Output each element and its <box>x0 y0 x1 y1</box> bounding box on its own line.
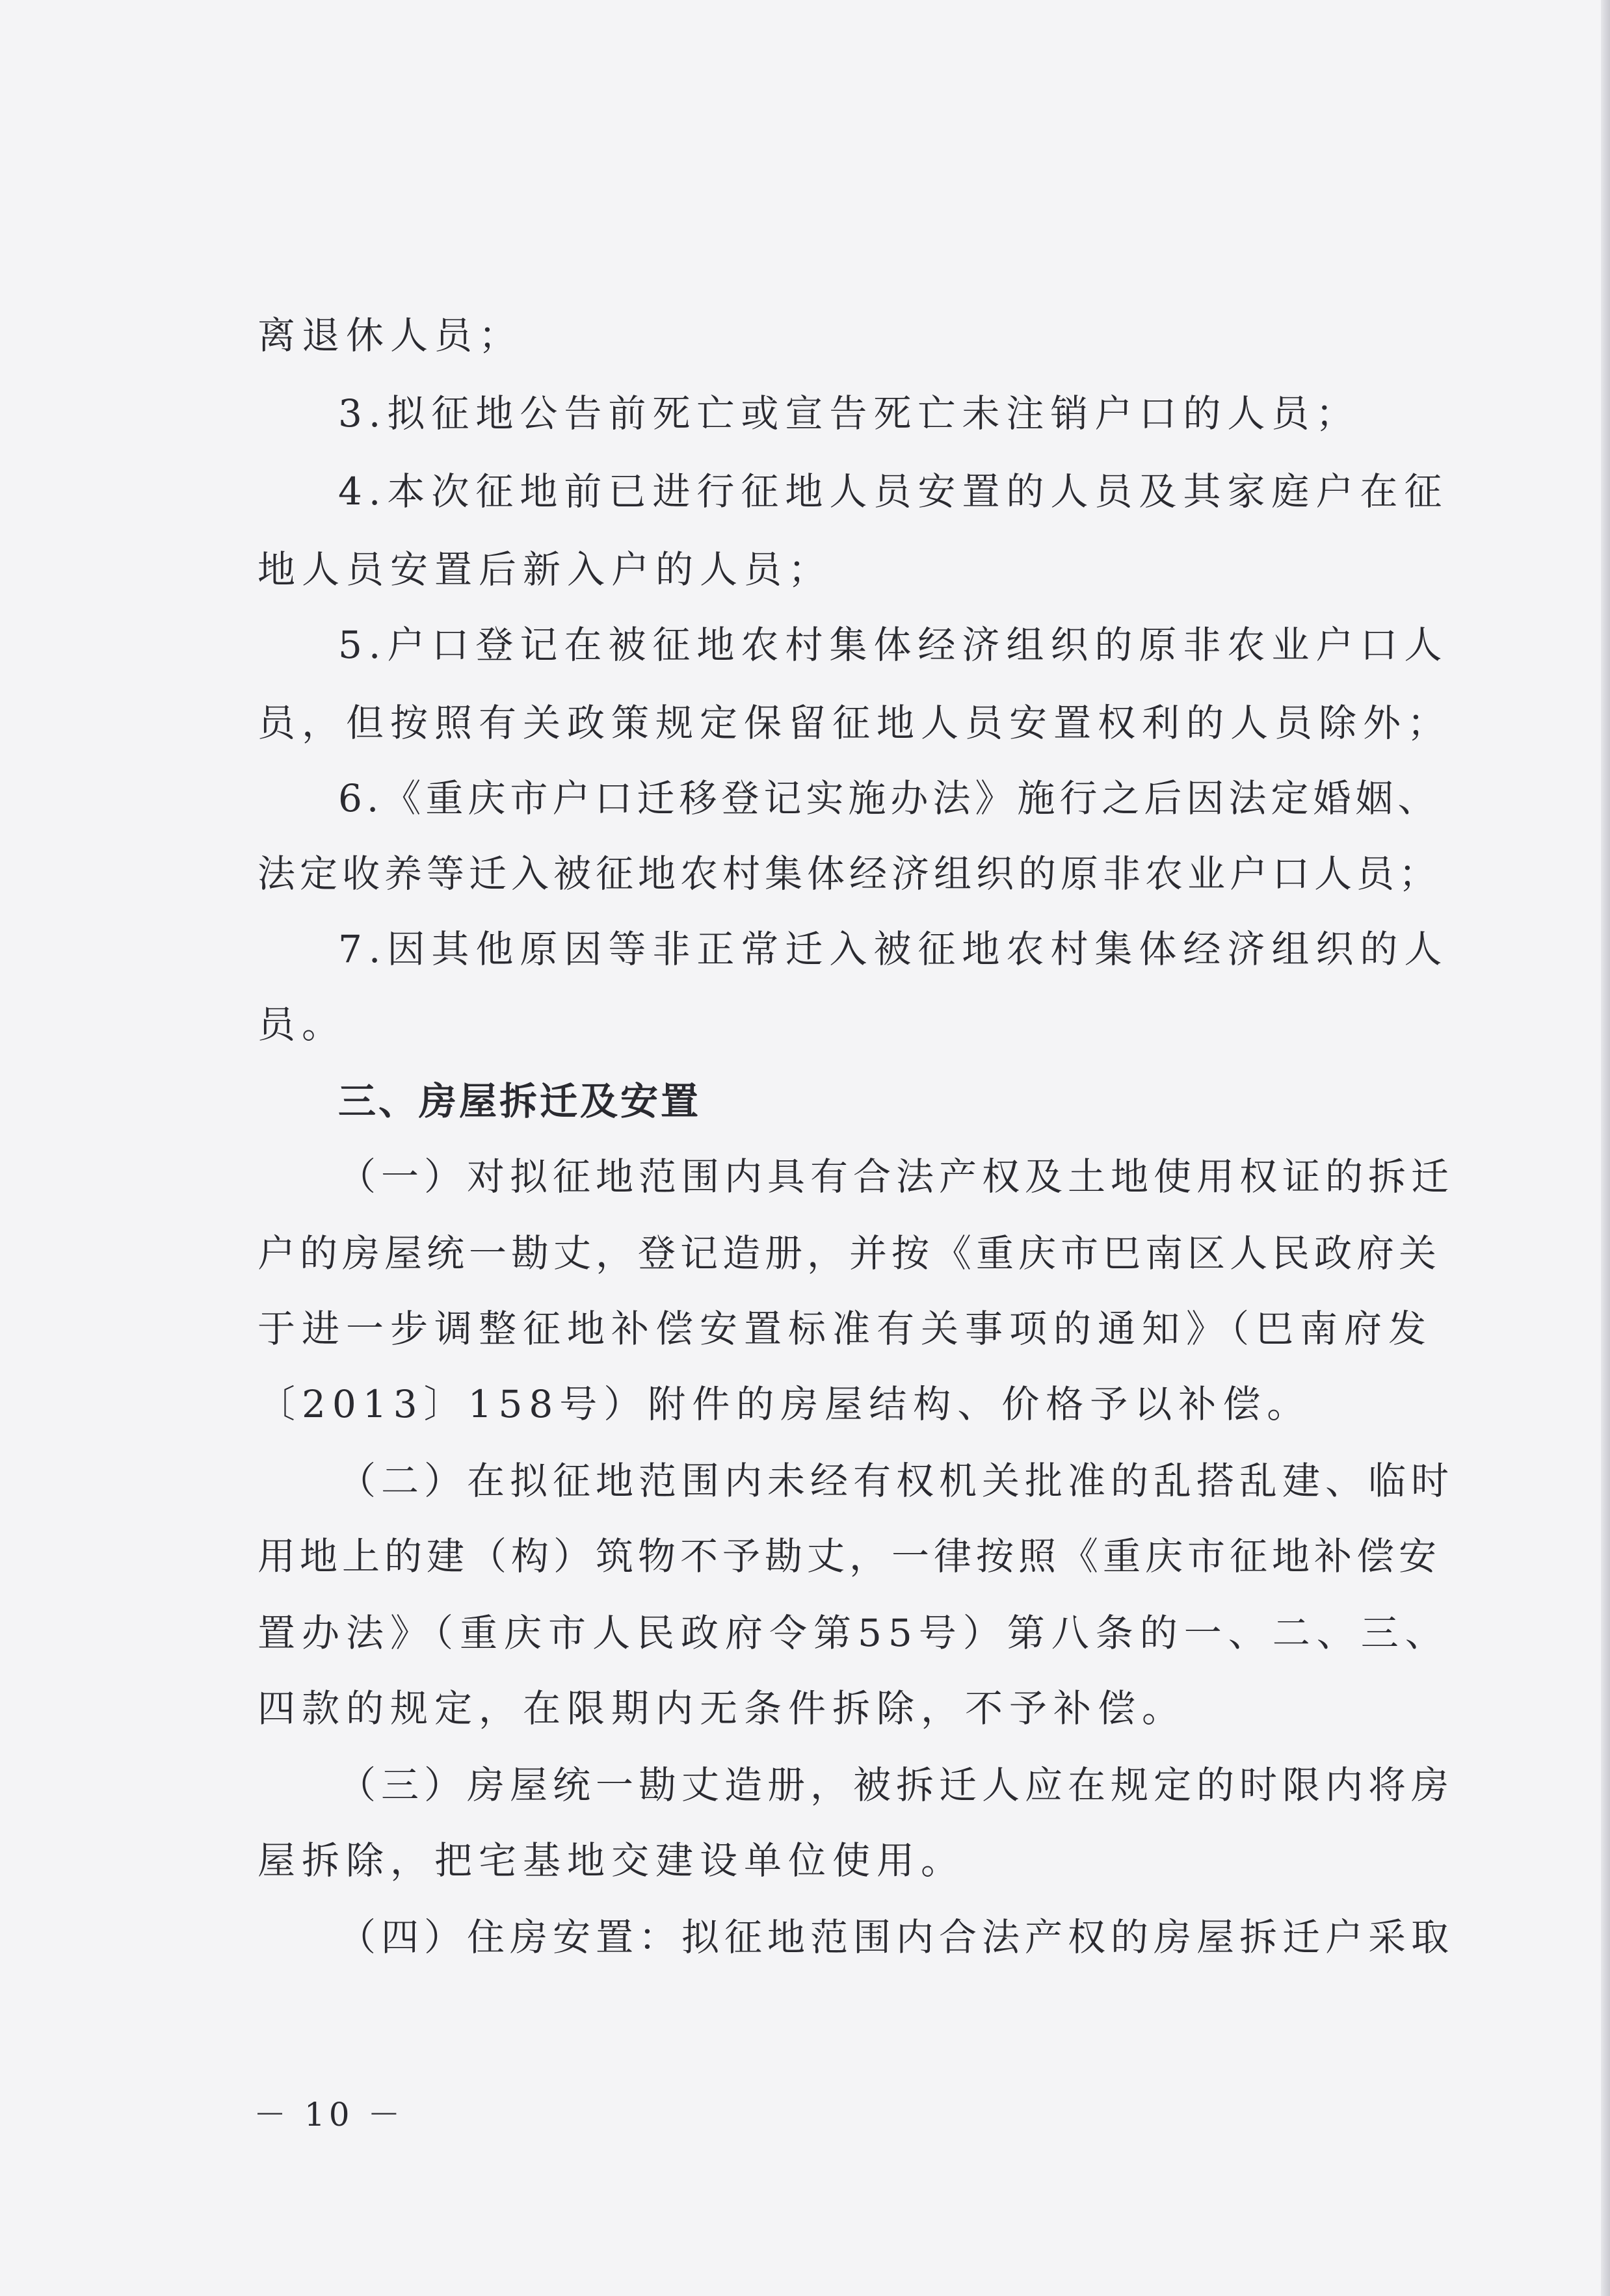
text-line: 于进一步调整征地补偿安置标准有关事项的通知》（巴南府发 <box>257 1307 1433 1351</box>
page-edge <box>1601 0 1610 2296</box>
page-number: － 10 － <box>254 2096 404 2133</box>
text-line: 用地上的建（构）筑物不予勘丈，一律按照《重庆市征地补偿安 <box>257 1534 1442 1578</box>
text-line: 离退休人员； <box>257 313 523 358</box>
text-line: 员，但按照有关政策规定保留征地人员安置权利的人员除外； <box>257 701 1452 745</box>
text-line: 〔2013〕158号）附件的房屋结构、价格予以补偿。 <box>257 1382 1312 1426</box>
text-line: 地人员安置后新入户的人员； <box>257 547 833 592</box>
text-line: （一）对拟征地范围内具有合法产权及土地使用权证的拆迁 <box>338 1155 1455 1199</box>
text-line: （四）住房安置：拟征地范围内合法产权的房屋拆迁户采取 <box>338 1915 1455 1959</box>
text-line: 员。 <box>257 1002 347 1047</box>
text-line: （二）在拟征地范围内未经有权机关批准的乱搭乱建、临时 <box>338 1459 1455 1503</box>
text-line: 法定收养等迁入被征地农村集体经济组织的原非农业户口人员； <box>257 852 1442 896</box>
text-line: 5.户口登记在被征地农村集体经济组织的原非农业户口人 <box>338 623 1449 667</box>
text-line: 四款的规定，在限期内无条件拆除，不予补偿。 <box>257 1686 1187 1730</box>
text-line: 4.本次征地前已进行征地人员安置的人员及其家庭户在征 <box>338 469 1449 514</box>
text-line: 7.因其他原因等非正常迁入被征地农村集体经济组织的人 <box>338 927 1449 971</box>
text-line: 6.《重庆市户口迁移登记实施办法》施行之后因法定婚姻、 <box>338 776 1440 820</box>
text-line: 置办法》（重庆市人民政府令第55号）第八条的一、二、三、 <box>257 1611 1449 1655</box>
text-line: 户的房屋统一勘丈，登记造册，并按《重庆市巴南区人民政府关 <box>257 1231 1442 1275</box>
text-line: 屋拆除，把宅基地交建设单位使用。 <box>257 1838 966 1883</box>
section-heading: 三、房屋拆迁及安置 <box>338 1079 702 1123</box>
text-line: （三）房屋统一勘丈造册，被拆迁人应在规定的时限内将房 <box>338 1763 1455 1807</box>
text-line: 3.拟征地公告前死亡或宣告死亡未注销户口的人员； <box>338 391 1360 436</box>
